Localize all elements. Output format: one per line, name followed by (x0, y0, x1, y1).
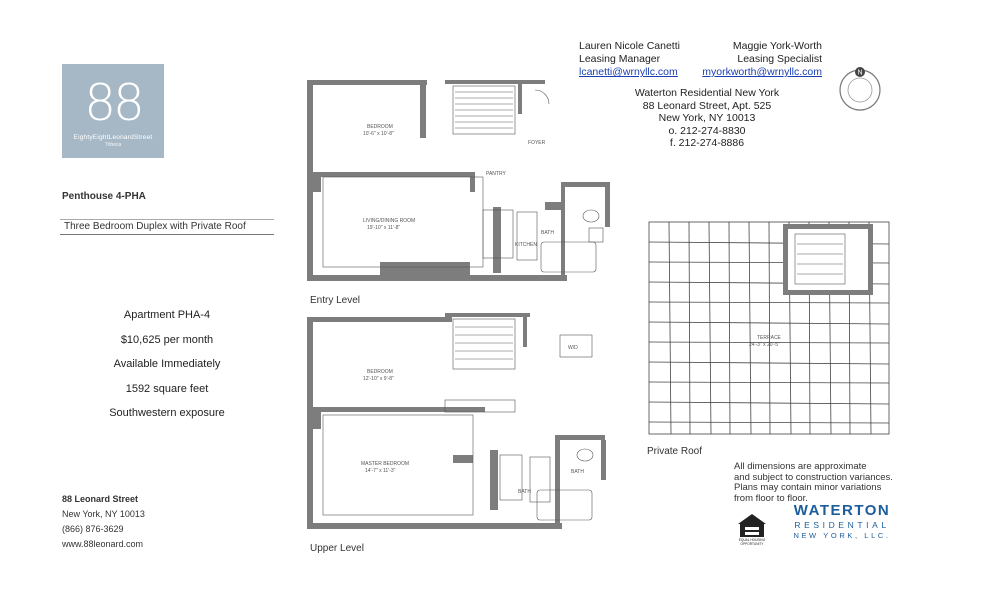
entry-level-floor-plan (305, 62, 625, 292)
private-roof-label: Private Roof (647, 446, 703, 457)
logo-number: 88 (84, 74, 142, 132)
address-city: New York, NY 10013 (62, 509, 145, 519)
office-phone: o. 212-274-8830 (668, 124, 746, 137)
entry-level-label: Entry Level (310, 295, 361, 306)
eho-line1: EQUAL HOUSING (738, 538, 766, 542)
brand-line2: RESIDENTIAL (794, 520, 890, 530)
disclaimer-line: All dimensions are approximate (734, 461, 867, 472)
upper-level-floor-plan (305, 305, 625, 537)
upper-bath1-label: BATH (518, 489, 531, 495)
contact-role: Leasing Specialist (737, 53, 822, 65)
disclaimer-line: from floor to floor. (734, 492, 808, 504)
entry-bedroom-label: BEDROOM (367, 124, 393, 130)
compass-icon (836, 66, 884, 114)
penthouse-subtitle: Three Bedroom Duplex with Private Roof (64, 221, 246, 232)
apartment-details (60, 308, 274, 431)
waterton-brand-logo (792, 502, 892, 540)
office-city: New York, NY 10013 (658, 112, 756, 124)
entry-bath-label: BATH (541, 230, 554, 236)
upper-bedroom-dim: 12'-10" x 9'-8" (363, 376, 394, 382)
contact-name: Maggie York-Worth (732, 40, 822, 52)
entry-kitchen-label: KITCHEN (515, 242, 537, 248)
roof-terrace-label: TERRACE (757, 335, 781, 341)
entry-living-dim: 19'-10" x 11'-8" (367, 225, 401, 231)
upper-wd-label: W/D (568, 345, 578, 351)
apartment-price: $10,625 per month (120, 333, 214, 346)
entry-living-label: LIVING/DINING ROOM (363, 218, 416, 224)
compass-letter: N (857, 69, 863, 77)
dimensions-disclaimer (734, 462, 893, 504)
private-roof-floor-plan (645, 212, 890, 440)
upper-level-label: Upper Level (310, 543, 364, 554)
address-name: 88 Leonard Street (62, 494, 139, 504)
roof-terrace-dim: 24'-3" x 20'-5" (749, 342, 780, 348)
apartment-exposure: Southwestern exposure (109, 407, 225, 419)
entry-foyer-label: FOYER (528, 140, 546, 146)
apartment-availability: Available Immediately (113, 358, 221, 370)
brand-line3: NEW YORK, LLC. (793, 531, 891, 540)
upper-master-label: MASTER BEDROOM (361, 461, 410, 467)
building-address (62, 492, 145, 552)
disclaimer-line: and subject to construction variances. (734, 471, 893, 483)
office-name: Waterton Residential New York (634, 87, 780, 99)
contact-email-link[interactable]: lcanetti@wrnyllc.com (579, 66, 678, 78)
eho-line2: OPPORTUNITY (740, 542, 764, 546)
entry-pantry-label: PANTRY (486, 171, 506, 177)
brand-line1: WATERTON (793, 502, 891, 519)
apartment-size: 1592 square feet (125, 382, 209, 395)
office-fax: f. 212-274-8886 (669, 137, 745, 149)
entry-bedroom-dim: 10'-6" x 10'-8" (363, 131, 394, 137)
office-street: 88 Leonard Street, Apt. 525 (642, 99, 772, 112)
address-website[interactable]: www.88leonard.com (62, 539, 144, 549)
logo-subtitle: Tribeca (104, 142, 122, 148)
contact-email-link[interactable]: myorkworth@wrnyllc.com (702, 66, 822, 78)
contact-name: Lauren Nicole Canetti (579, 40, 680, 52)
contact-leasing-specialist (694, 40, 822, 79)
upper-bedroom-label: BEDROOM (367, 369, 393, 375)
contact-role: Leasing Manager (579, 53, 661, 65)
logo-name: EightyEightLeonardStreet (73, 134, 153, 141)
disclaimer-line: Plans may contain minor variations (734, 482, 882, 493)
office-info (612, 87, 802, 150)
upper-bath2-label: BATH (571, 469, 584, 475)
apartment-number: Apartment PHA-4 (123, 309, 211, 321)
equal-housing-icon (735, 512, 769, 546)
building-logo (62, 64, 164, 158)
penthouse-title: Penthouse 4-PHA (62, 191, 146, 202)
address-phone: (866) 876-3629 (62, 524, 124, 534)
upper-master-dim: 14'-7" x 11'-3" (365, 468, 396, 474)
